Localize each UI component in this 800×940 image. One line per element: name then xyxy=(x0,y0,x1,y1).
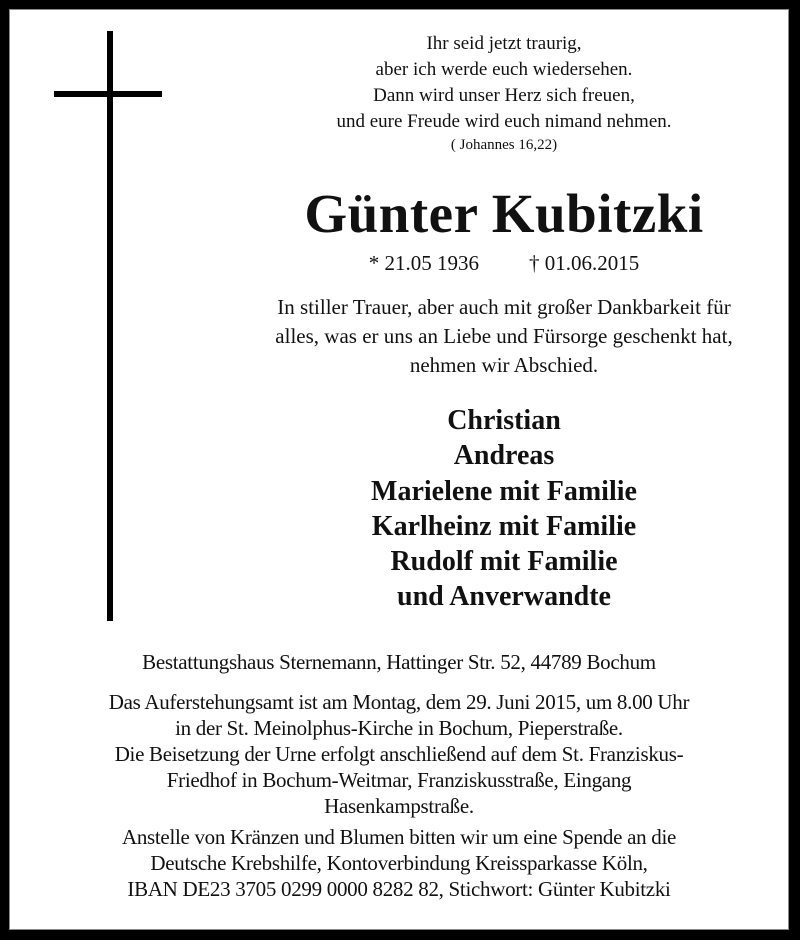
service-line: Die Beisetzung der Urne erfolgt anschließend auf dem St. Franziskus- xyxy=(114,742,684,766)
mourners-list xyxy=(239,403,769,615)
service-line: in der St. Meinolphus-Kirche in Bochum, Pieperstraße. xyxy=(175,716,623,740)
cross-horizontal-bar xyxy=(54,91,162,97)
mourning-line: alles, was er uns an Liebe und Fürsorge geschenkt hat, xyxy=(275,324,733,348)
life-dates xyxy=(239,249,769,277)
verse-line: Dann wird unser Herz sich freuen, xyxy=(373,85,635,106)
obituary-notice xyxy=(9,9,789,930)
mourner: Rudolf mit Familie xyxy=(390,546,618,578)
service-line: Friedhof in Bochum-Weitmar, Franziskusstraße, Eingang xyxy=(166,768,632,792)
mourner: und Anverwandte xyxy=(397,581,611,613)
mourner: Christian xyxy=(447,405,561,436)
service-details xyxy=(9,689,789,819)
mourner: Andreas xyxy=(453,440,555,472)
service-line: Das Auferstehungsamt ist am Montag, dem 29. Juni 2015, um 8.00 Uhr xyxy=(108,690,690,714)
cross-vertical-bar xyxy=(107,31,113,621)
death-date: † 01.06.2015 xyxy=(529,251,640,275)
donation-line: Anstelle von Kränzen und Blumen bitten wir um eine Spende an die xyxy=(121,825,677,849)
mourner: Marielene mit Familie xyxy=(371,475,637,507)
mourning-line: In stiller Trauer, aber auch mit großer Dankbarkeit für xyxy=(277,295,731,319)
deceased-name: Günter Kubitzki xyxy=(304,183,704,244)
donation-line: Deutsche Krebshilfe, Kontoverbindung Kreissparkasse Köln, xyxy=(150,851,648,875)
birth-date: * 21.05 1936 xyxy=(368,251,479,275)
service-line: Hasenkampstraße. xyxy=(324,794,474,818)
bible-verse xyxy=(239,31,769,155)
funeral-home: Bestattungshaus Sternemann, Hattinger Str. 52, 44789 Bochum xyxy=(142,650,656,674)
verse-reference: ( Johannes 16,22) xyxy=(450,137,558,153)
mourning-statement xyxy=(239,293,769,380)
mourning-line: nehmen wir Abschied. xyxy=(409,353,599,377)
donation-line: IBAN DE23 3705 0299 0000 8282 82, Stichwort: Günter Kubitzki xyxy=(127,877,671,901)
verse-line: und eure Freude wird euch nimand nehmen. xyxy=(336,111,672,132)
donation-request xyxy=(9,824,789,902)
mourner: Karlheinz mit Familie xyxy=(371,510,637,542)
verse-line: Ihr seid jetzt traurig, xyxy=(426,33,582,54)
verse-line: aber ich werde euch wiedersehen. xyxy=(375,59,633,80)
